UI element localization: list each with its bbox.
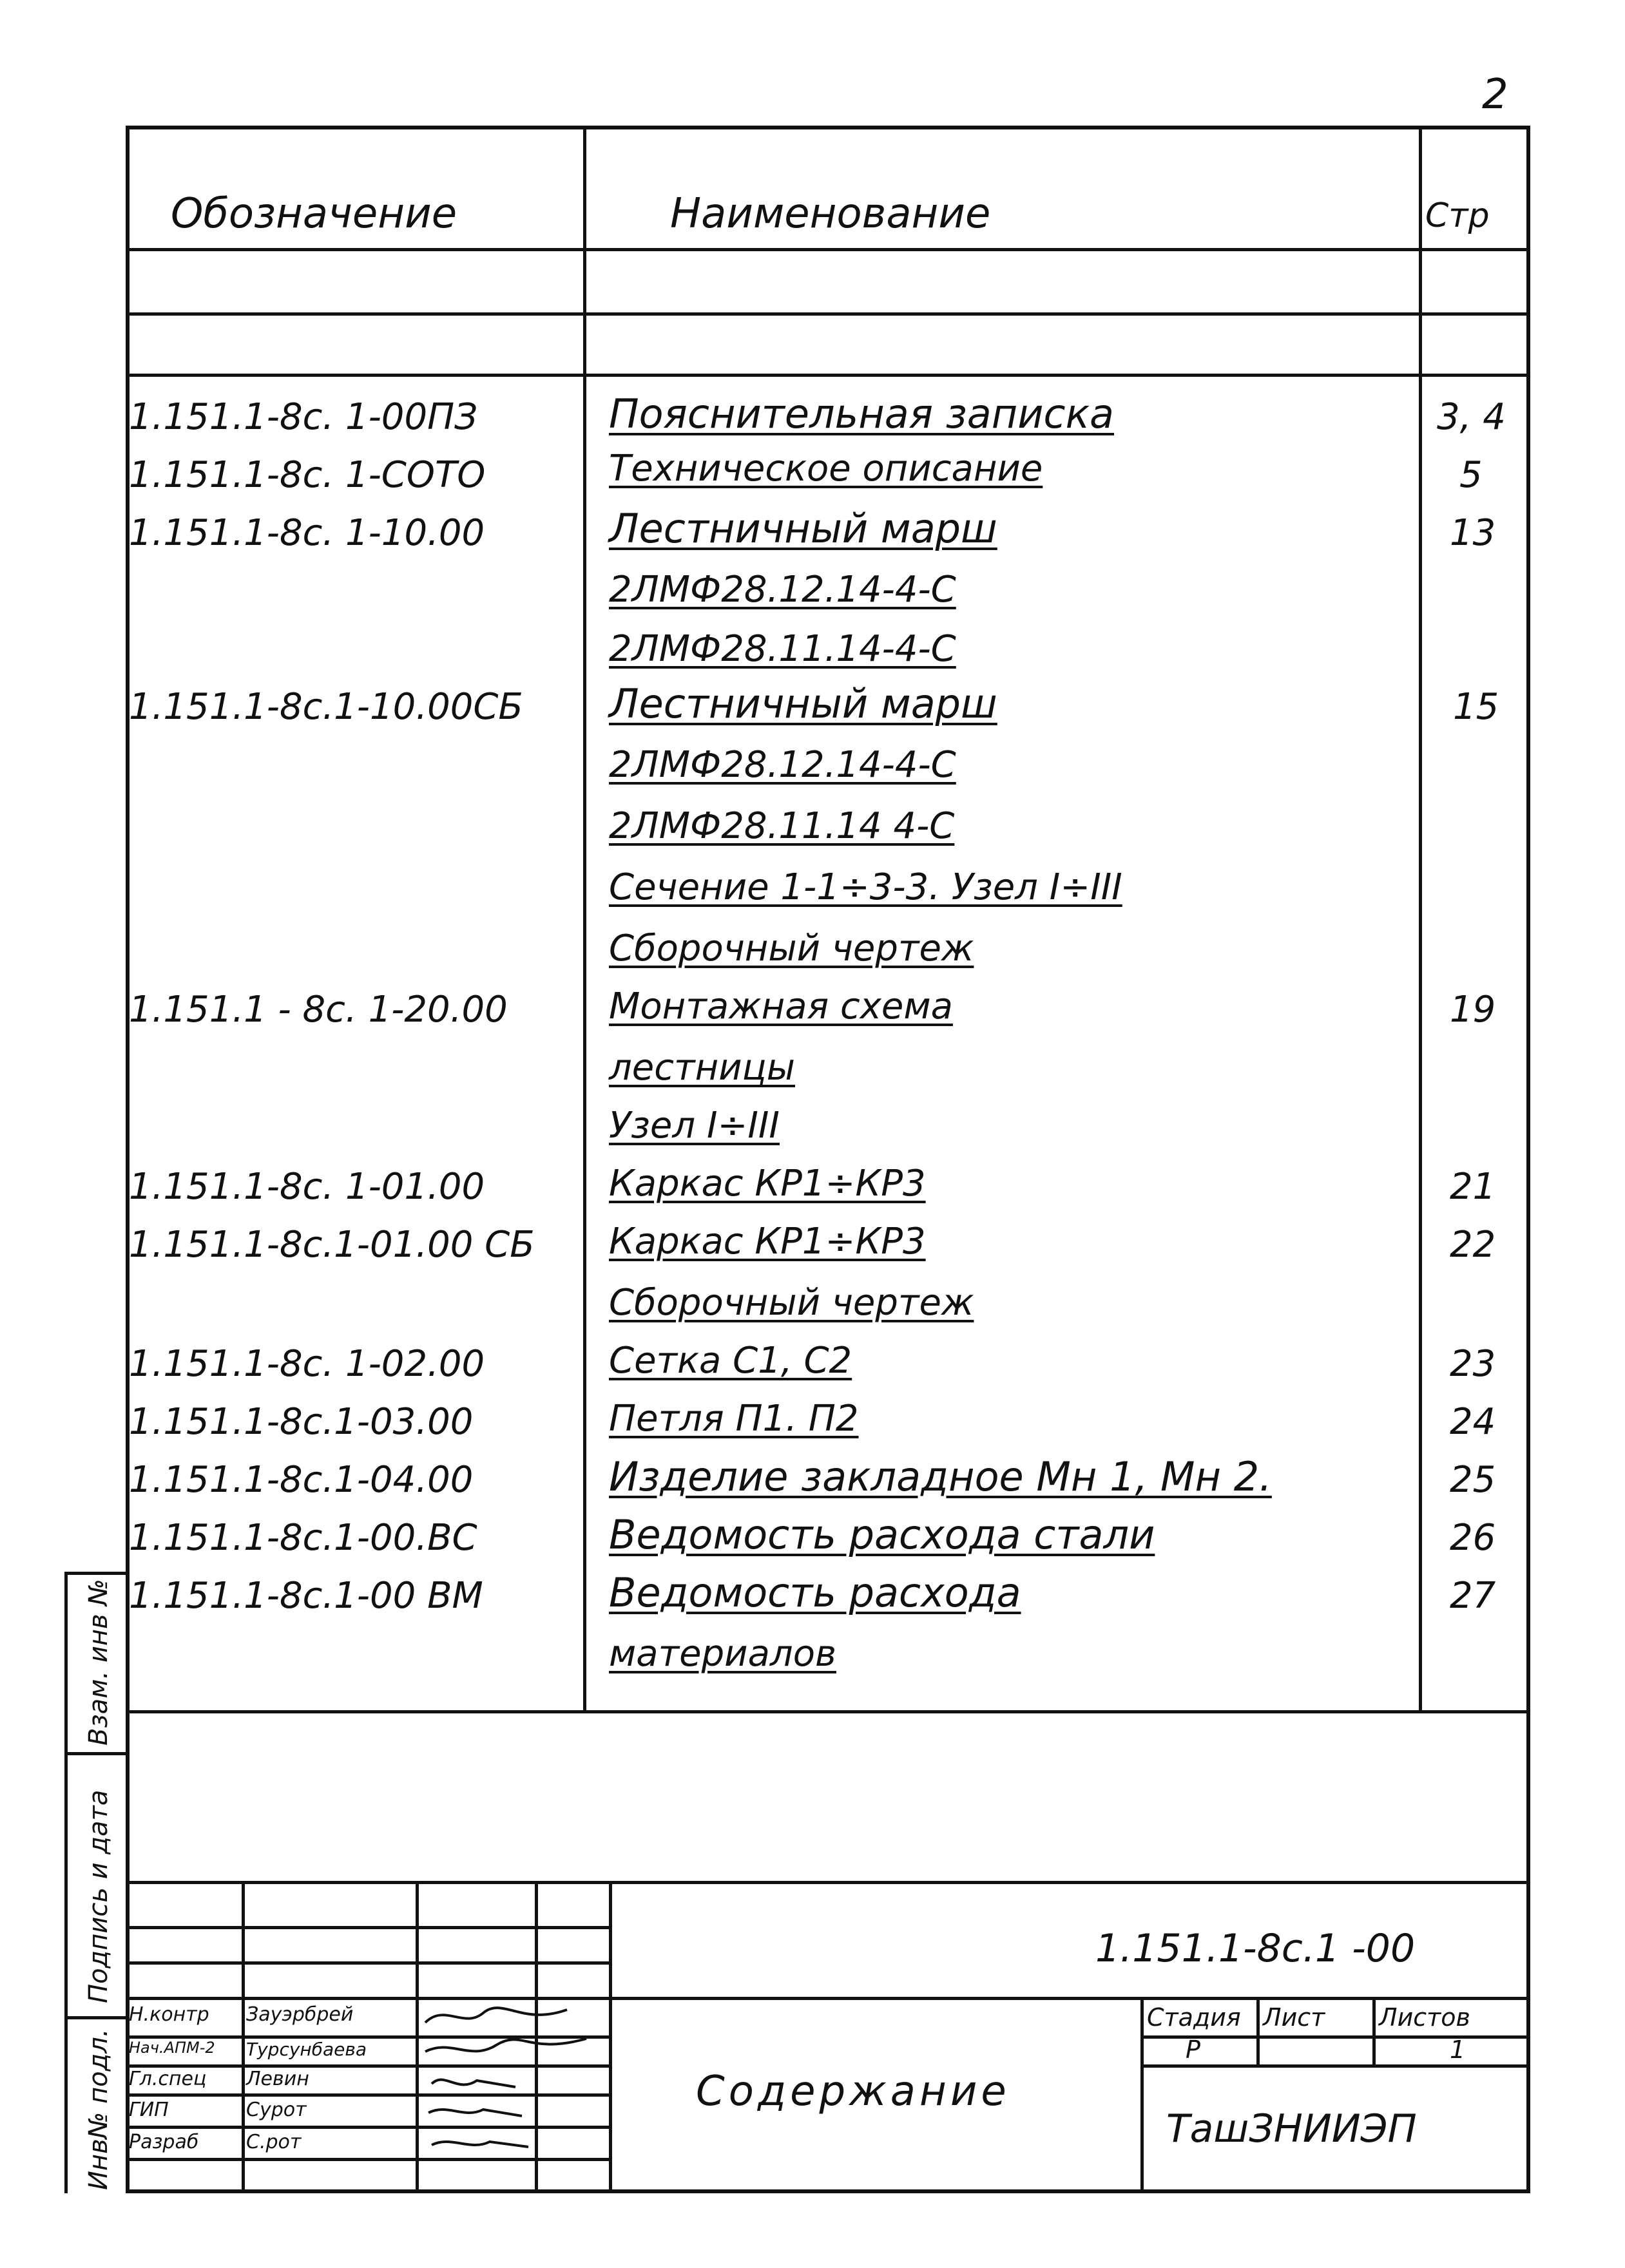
tb-line bbox=[126, 1926, 612, 1929]
row-page: 23 bbox=[1450, 1343, 1496, 1385]
sheets-label: Листов bbox=[1379, 2003, 1470, 2032]
row-designation: 1.151.1-8с. 1-01.00 bbox=[129, 1166, 485, 1208]
row-line bbox=[126, 312, 1530, 316]
row-line bbox=[126, 1710, 1530, 1713]
sheet-number: 2 bbox=[1482, 71, 1508, 119]
row-line bbox=[126, 374, 1530, 377]
row-page: 15 bbox=[1453, 686, 1499, 728]
role-name: Турсунбаева bbox=[246, 2039, 367, 2060]
row-page: 25 bbox=[1450, 1459, 1496, 1501]
row-name: 2ЛМФ28.12.14-4-С bbox=[609, 569, 956, 611]
side-strip-line bbox=[64, 1752, 129, 1755]
role-name: Левин bbox=[246, 2068, 309, 2090]
side-strip-line bbox=[64, 1572, 68, 2193]
row-name: материалов bbox=[609, 1633, 836, 1675]
row-page: 24 bbox=[1450, 1401, 1496, 1443]
side-strip-line bbox=[64, 1572, 129, 1575]
row-line bbox=[126, 248, 1530, 251]
signature-4 bbox=[428, 2110, 522, 2116]
row-designation: 1.151.1-8с.1-01.00 СБ bbox=[129, 1224, 535, 1266]
sheets-value: 1 bbox=[1450, 2035, 1466, 2064]
row-name: Лестничный марш bbox=[609, 680, 997, 727]
role-label: Н.контр bbox=[129, 2003, 209, 2026]
sheet-label: Лист bbox=[1263, 2003, 1325, 2032]
row-page: 27 bbox=[1450, 1575, 1496, 1617]
row-name: Сборочный чертеж bbox=[609, 928, 974, 969]
row-designation: 1.151.1-8с. 1-СОТО bbox=[129, 454, 486, 496]
row-name: Сечение 1-1÷3-3. Узел I÷III bbox=[609, 866, 1122, 908]
side-label-inv-podl: Инв№ подл. bbox=[84, 2028, 113, 2190]
side-label-vzam-inv: Взам. инв № bbox=[84, 1579, 113, 1746]
row-designation: 1.151.1-8с.1-04.00 bbox=[129, 1459, 474, 1501]
row-page: 22 bbox=[1450, 1224, 1496, 1266]
col-divider-2 bbox=[1419, 126, 1422, 1710]
row-page: 19 bbox=[1450, 989, 1496, 1031]
role-label: Разраб bbox=[129, 2131, 199, 2153]
role-name: С.рот bbox=[246, 2131, 302, 2153]
row-page: 5 bbox=[1459, 454, 1483, 496]
header-designation: Обозначение bbox=[171, 190, 457, 238]
role-name: Сурот bbox=[246, 2099, 307, 2121]
tb-line bbox=[126, 1961, 612, 1965]
tb-line bbox=[1140, 1997, 1144, 2193]
row-page: 21 bbox=[1450, 1166, 1496, 1208]
signature-5 bbox=[432, 2142, 528, 2147]
row-name: Ведомость расхода стали bbox=[609, 1511, 1155, 1558]
tb-line bbox=[1140, 2064, 1530, 2068]
row-line bbox=[126, 1881, 1530, 1884]
row-name: Каркас КР1÷КР3 bbox=[609, 1163, 926, 1205]
row-name: Изделие закладное Мн 1, Мн 2. bbox=[609, 1453, 1272, 1500]
row-name: 2ЛМФ28.11.14 4-С bbox=[609, 805, 955, 847]
row-designation: 1.151.1 - 8с. 1-20.00 bbox=[129, 989, 508, 1031]
row-name: Лестничный марш bbox=[609, 505, 997, 552]
role-name: Зауэрбрей bbox=[246, 2003, 354, 2026]
signature-3 bbox=[432, 2080, 515, 2087]
row-designation: 1.151.1-8с. 1-00ПЗ bbox=[129, 396, 478, 438]
row-designation: 1.151.1-8с. 1-10.00 bbox=[129, 512, 485, 554]
role-label: ГИП bbox=[129, 2099, 169, 2121]
signature-2 bbox=[425, 2039, 586, 2052]
row-designation: 1.151.1-8с.1-00 ВМ bbox=[129, 1575, 483, 1617]
row-name: Петля П1. П2 bbox=[609, 1398, 859, 1440]
row-name: Монтажная схема bbox=[609, 986, 953, 1027]
row-page: 26 bbox=[1450, 1517, 1496, 1559]
side-strip-line bbox=[64, 2016, 129, 2019]
signature-1 bbox=[425, 2008, 567, 2023]
doc-title: Содержание bbox=[696, 2068, 1010, 2115]
row-name: Каркас КР1÷КР3 bbox=[609, 1221, 926, 1263]
header-page: Стр bbox=[1425, 196, 1490, 235]
row-name: Техническое описание bbox=[609, 448, 1043, 490]
doc-code: 1.151.1-8с.1 -00 bbox=[1095, 1926, 1416, 1971]
tb-line bbox=[126, 1997, 1530, 2000]
row-name: Узел I÷III bbox=[609, 1105, 780, 1147]
row-name: лестницы bbox=[609, 1047, 795, 1089]
role-label: Гл.спец bbox=[129, 2068, 207, 2090]
col-divider-1 bbox=[583, 126, 586, 1710]
row-name: 2ЛМФ28.12.14-4-С bbox=[609, 744, 956, 786]
role-label: Нач.АПМ-2 bbox=[129, 2039, 215, 2057]
stage-label: Стадия bbox=[1147, 2003, 1241, 2032]
tb-line bbox=[242, 1881, 245, 2193]
row-designation: 1.151.1-8с.1-03.00 bbox=[129, 1401, 474, 1443]
stage-value: Р bbox=[1186, 2035, 1200, 2064]
row-designation: 1.151.1-8с.1-10.00СБ bbox=[129, 686, 523, 728]
row-name: Ведомость расхода bbox=[609, 1569, 1021, 1616]
row-name: 2ЛМФ28.11.14-4-С bbox=[609, 628, 956, 670]
row-designation: 1.151.1-8с. 1-02.00 bbox=[129, 1343, 485, 1385]
tb-line bbox=[1372, 1997, 1376, 2064]
row-name: Пояснительная записка bbox=[609, 390, 1115, 437]
row-page: 13 bbox=[1450, 512, 1496, 554]
row-designation: 1.151.1-8с.1-00.ВС bbox=[129, 1517, 477, 1559]
row-name: Сборочный чертеж bbox=[609, 1282, 974, 1324]
signatures bbox=[419, 2000, 612, 2193]
header-name: Наименование bbox=[670, 190, 991, 238]
side-label-podpis-data: Подпись и дата bbox=[84, 1789, 113, 2003]
tb-line bbox=[1256, 1997, 1260, 2064]
organization: ТашЗНИИЭП bbox=[1166, 2106, 1417, 2151]
row-page: 3, 4 bbox=[1437, 396, 1506, 438]
row-name: Сетка С1, С2 bbox=[609, 1340, 852, 1382]
